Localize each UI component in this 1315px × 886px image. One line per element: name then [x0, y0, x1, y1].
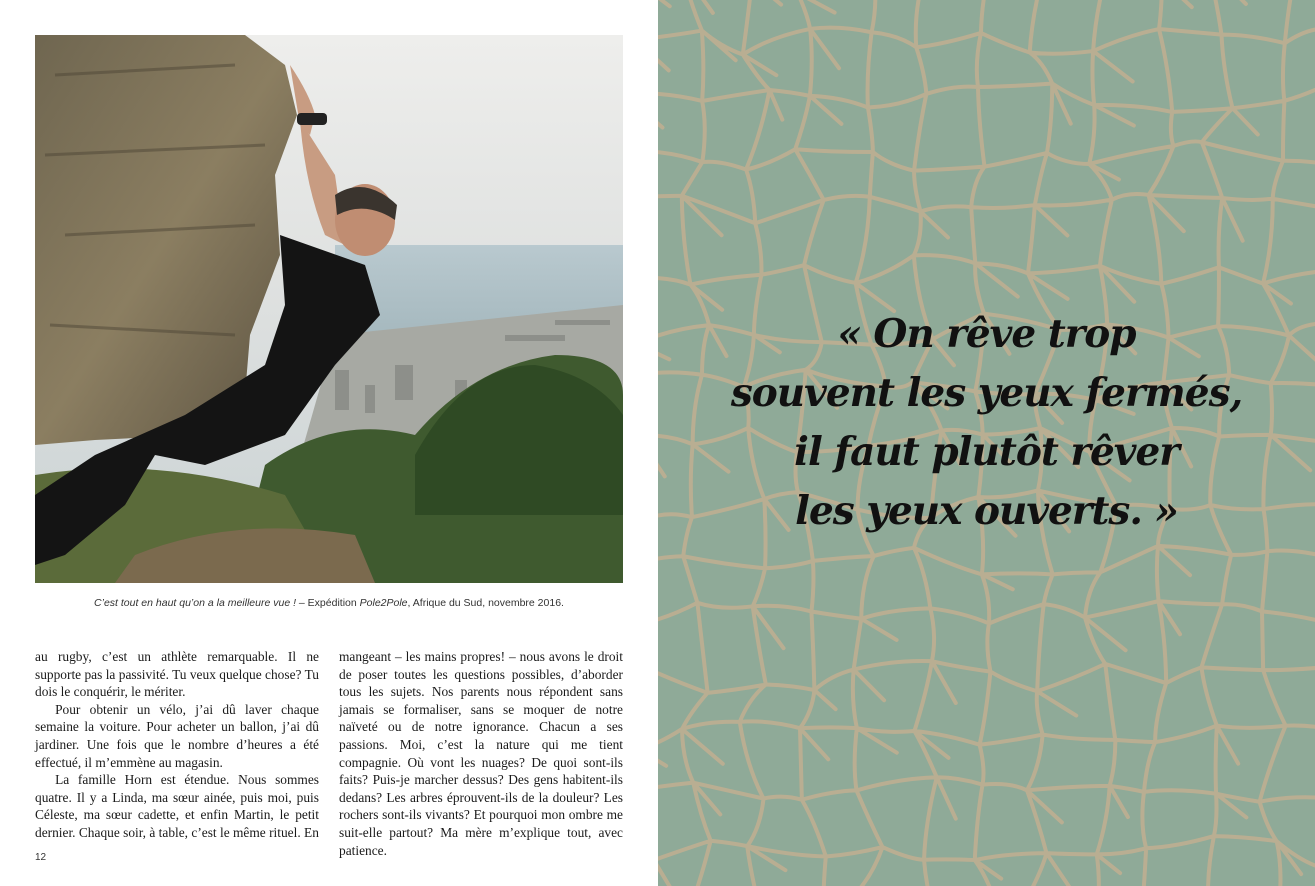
paragraph: mangeant – les mains propres! – nous avons le droit de poser toutes les questions possibles, d’aborder tous les sujets. Nos parents nous répondent sans jamais se formaliser, sans se moquer de notre naïveté ou de notre ignorance. Chacun a ses passions. Moi, c’est la nature qui me tient compagnie. Où vont les nuages? De quoi sont-ils faits? Puis-je marcher dessus? Des gens habitent-ils dedans? Les arbres éprouvent-ils de la douleur? Les rochers sont-ils vivants? Et pourquoi mon ombre me suit-elle partout? Ma mère m’explique tout, avec patience. — [339, 649, 623, 858]
quote-line: les yeux ouverts. » — [795, 488, 1178, 534]
climber-photo — [35, 35, 623, 583]
text-column-right — [339, 648, 623, 859]
caption-expedition-name: Pole2Pole — [359, 597, 408, 609]
pull-quote — [658, 305, 1315, 541]
paragraph: Pour obtenir un vélo, j’ai dû laver chaque semaine la voiture. Pour acheter un ballon, j’ai dû jardiner. Une fois que le nombre d’heures a été effectué, il m’emmène au magasin. — [35, 701, 319, 770]
photo-caption — [35, 597, 623, 609]
quote-line: « On rêve trop — [837, 311, 1136, 357]
caption-quote: C’est tout en haut qu’on a la meilleure vue ! — [94, 597, 296, 609]
climber-photo-icon — [35, 35, 623, 583]
paragraph: La famille Horn est étendue. Nous sommes quatre. Il y a Linda, ma sœur ainée, puis moi, puis Céleste, ma sœur cadette, et enfin Martin, le petit dernier. Chaque soir, à table, c’est le même rituel. En — [35, 772, 319, 840]
quote-line: il faut plutôt rêver — [794, 429, 1179, 475]
paragraph: au rugby, c’est un athlète remarquable. Il ne supporte pas la passivité. Tu veux quelque chose? Tu dois le conquérir, le mériter. — [35, 649, 319, 700]
quote-line: souvent les yeux fermés, — [730, 370, 1243, 416]
text-column-left — [35, 648, 319, 842]
caption-location-date: , Afrique du Sud, novembre 2016. — [407, 597, 564, 609]
right-page — [658, 0, 1315, 886]
caption-dash: – Expédition — [296, 597, 360, 609]
page-number: 12 — [35, 852, 47, 863]
